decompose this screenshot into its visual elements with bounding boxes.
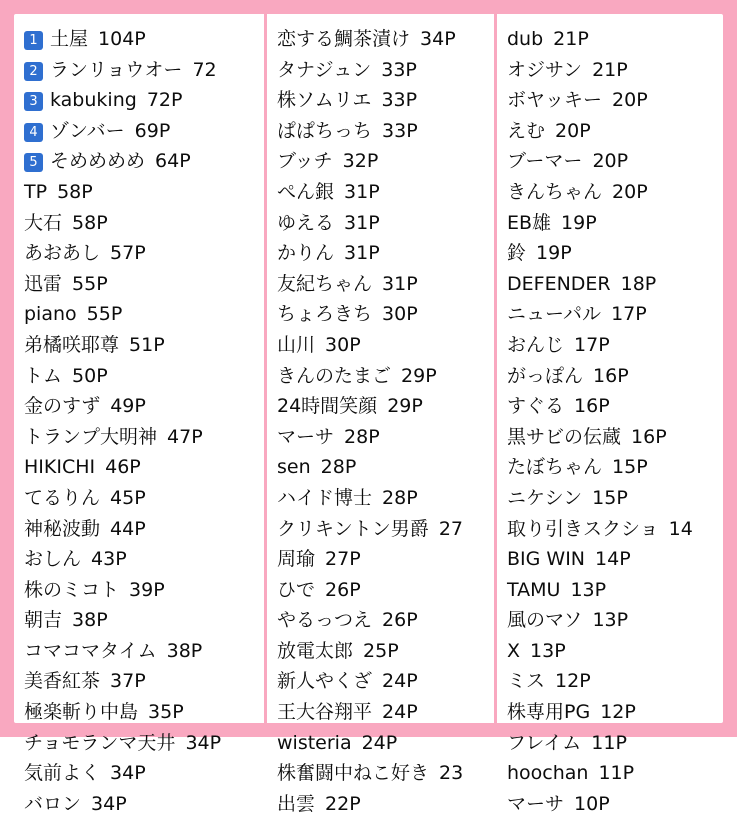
entry-points: 20P [555,119,591,142]
ranking-entry [507,452,714,483]
entry-points: 23 [439,762,464,785]
ranking-column-3 [494,14,720,815]
ranking-columns [14,14,723,815]
ranking-entry [24,697,258,728]
entry-points: 50P [72,364,108,387]
entry-name: すぐる [507,395,565,418]
ranking-entry [507,177,714,208]
entry-name: 土屋 [50,28,89,50]
entry-name: 株ソムリエ [277,89,372,112]
entry-points: 15P [592,486,628,509]
entry-points: 15P [612,456,648,479]
entry-name: オジサン [507,58,583,81]
entry-points: 55P [86,303,123,326]
ranking-entry [24,146,258,177]
entry-points: 31P [382,272,418,295]
ranking-entry [507,514,714,545]
ranking-column-2 [264,14,494,815]
entry-points: 35P [148,701,184,724]
ranking-entry [507,361,714,392]
ranking-entry [507,55,714,86]
entry-name: 朝吉 [24,609,63,632]
entry-name: おしん [24,548,82,571]
ranking-entry [507,208,714,239]
entry-points: 20P [592,150,629,173]
entry-name: きんのたまご [277,364,392,387]
entry-points: 16P [631,425,667,448]
ranking-entry [277,636,488,667]
ranking-entry [277,238,488,269]
ranking-entry [277,24,488,55]
ranking-entry [507,666,714,697]
entry-points: 14P [595,548,631,571]
entry-points: 39P [129,578,165,601]
entry-points: 19P [536,242,572,265]
entry-points: 24P [382,701,418,724]
entry-name: 金のすず [24,395,101,418]
ranking-entry [277,514,488,545]
entry-points: 49P [110,395,146,418]
ranking-entry [277,728,488,759]
entry-points: 29P [387,395,423,418]
entry-points: 47P [167,425,203,448]
ranking-entry [507,330,714,361]
entry-name: HIKICHI [24,456,96,479]
ranking-entry [507,24,714,55]
entry-name: フレイム [507,731,582,754]
entry-points: 33P [382,119,418,142]
entry-points: 14 [668,517,693,540]
ranking-entry [277,666,488,697]
ranking-entry [277,452,488,483]
entry-points: 38P [166,639,203,662]
ranking-entry [507,146,714,177]
entry-name: ぺん銀 [277,180,335,203]
entry-points: 69P [134,119,171,142]
ranking-entry [24,452,258,483]
entry-name: 気前よく [24,762,101,785]
entry-name: たぼちゃん [507,456,603,479]
ranking-entry [277,605,488,636]
entry-name: 山川 [277,333,316,356]
entry-points: 27 [438,517,463,540]
entry-points: 28P [382,486,418,509]
ranking-entry [507,391,714,422]
entry-points: 34P [420,28,456,50]
ranking-entry [277,330,488,361]
ranking-entry [24,85,258,116]
entry-name: クリキントン男爵 [277,517,429,540]
entry-name: 弟橘咲耶尊 [24,333,120,356]
entry-name: ハイド博士 [277,486,373,509]
entry-name: トム [24,364,63,387]
entry-name: 黒サビの伝蔵 [507,425,622,448]
ranking-entry [507,483,714,514]
entry-points: 45P [110,486,146,509]
ranking-entry [24,514,258,545]
entry-points: 20P [612,89,648,112]
entry-points: 33P [381,58,417,81]
entry-points: 33P [381,89,418,112]
entry-name: EB雄 [507,211,552,234]
entry-name: 新人やくざ [277,670,373,693]
ranking-entry [277,361,488,392]
entry-name: ぱぱちっち [277,119,373,142]
ranking-entry [277,422,488,453]
entry-points: 13P [592,609,629,632]
entry-name: ブッチ [277,150,333,173]
ranking-entry [24,24,258,55]
entry-points: 11P [598,762,635,785]
entry-name: てるりん [24,486,101,509]
entry-points: 51P [129,333,165,356]
entry-name: コマコマタイム [24,639,157,662]
entry-name: きんちゃん [507,180,603,203]
entry-points: 37P [110,670,146,693]
entry-name: ちょろきち [277,303,373,326]
ranking-entry [507,238,714,269]
ranking-entry [24,728,258,759]
entry-points: 44P [110,517,146,540]
ranking-entry [507,299,714,330]
ranking-entry [277,85,488,116]
entry-name: piano [24,303,77,326]
ranking-entry [507,789,714,819]
entry-name: BIG WIN [507,548,586,571]
entry-name: かりん [277,242,335,265]
entry-points: 16P [574,395,610,418]
ranking-entry [24,605,258,636]
entry-points: 20P [612,180,648,203]
entry-name: ブーマー [507,150,583,173]
ranking-entry [507,636,714,667]
entry-name: バロン [24,792,82,815]
ranking-entry [507,544,714,575]
entry-points: 21P [592,58,628,81]
entry-points: 38P [72,609,108,632]
rank-badge: 4 [24,123,43,142]
entry-points: 18P [620,272,657,295]
entry-points: 19P [561,211,597,234]
ranking-entry [277,391,488,422]
ranking-entry [277,789,488,819]
ranking-entry [507,575,714,606]
entry-points: 31P [344,242,380,265]
ranking-entry [277,55,488,86]
entry-name: wisteria [277,731,352,754]
entry-name: 王大谷翔平 [277,701,373,724]
ranking-entry [24,238,258,269]
entry-name: えむ [507,119,546,142]
entry-name: TP [24,180,48,203]
entry-points: 29P [401,364,437,387]
ranking-entry [24,55,258,86]
entry-name: DEFENDER [507,272,611,295]
ranking-entry [277,483,488,514]
entry-name: がっぽん [507,364,584,387]
rank-badge: 2 [24,62,43,81]
entry-name: マーサ [277,425,335,448]
entry-points: 43P [91,548,127,571]
entry-points: 17P [611,303,647,326]
ranking-entry [277,758,488,789]
entry-points: 72P [146,89,183,112]
ranking-entry [24,483,258,514]
entry-name: ニケシン [507,486,583,509]
ranking-entry [24,361,258,392]
entry-name: ミス [507,670,546,693]
entry-name: マーサ [507,792,565,815]
ranking-entry [24,666,258,697]
entry-points: 57P [110,242,146,265]
entry-points: 34P [185,731,222,754]
entry-points: 26P [325,578,361,601]
entry-name: あおあし [24,242,101,265]
entry-points: 16P [593,364,629,387]
entry-name: dub [507,28,544,50]
entry-points: 27P [325,548,361,571]
ranking-entry [277,575,488,606]
ranking-entry [277,208,488,239]
entry-name: 出雲 [277,792,316,815]
entry-name: 24時間笑顔 [277,395,378,418]
rank-badge: 5 [24,153,43,172]
entry-points: 30P [382,303,418,326]
ranking-entry [507,758,714,789]
ranking-entry [507,269,714,300]
ranking-column-1 [14,14,264,815]
entry-points: 17P [574,333,610,356]
entry-name: kabuking [50,89,137,112]
entry-name: 取り引きスクショ [507,517,659,540]
ranking-entry [24,208,258,239]
entry-points: 32P [342,150,379,173]
entry-points: 12P [555,670,591,693]
entry-points: 58P [72,211,108,234]
entry-points: 34P [91,792,127,815]
entry-name: TAMU [507,578,561,601]
entry-points: 24P [382,670,418,693]
entry-name: 株奮闘中ねこ好き [277,762,430,785]
entry-name: おんじ [507,333,565,356]
ranking-entry [24,116,258,147]
entry-points: 64P [155,150,191,173]
entry-points: 28P [320,456,357,479]
entry-name: ニューパル [507,303,602,326]
entry-name: 大石 [24,211,63,234]
ranking-entry [277,146,488,177]
entry-name: 放電太郎 [277,639,354,662]
entry-points: 21P [553,28,589,50]
entry-points: 10P [574,792,610,815]
entry-points: 46P [105,456,141,479]
ranking-entry [277,177,488,208]
ranking-entry [507,85,714,116]
ranking-entry [277,269,488,300]
entry-name: 恋する鯛茶漬け [277,28,411,50]
ranking-entry [24,789,258,819]
entry-points: 22P [325,792,361,815]
entry-points: 72 [192,58,217,81]
rank-badge: 3 [24,92,43,111]
ranking-entry [507,605,714,636]
entry-name: 友紀ちゃん [277,272,373,295]
entry-points: 30P [325,333,361,356]
entry-points: 13P [570,578,607,601]
entry-name: 鈴 [507,242,527,265]
entry-name: 風のマソ [507,609,583,632]
ranking-entry [24,544,258,575]
entry-name: X [507,639,521,662]
entry-name: ボヤッキー [507,89,603,112]
ranking-entry [24,636,258,667]
ranking-entry [24,269,258,300]
entry-points: 24P [361,731,398,754]
entry-name: チョモランマ天井 [24,731,176,754]
ranking-entry [24,575,258,606]
ranking-entry [24,758,258,789]
ranking-entry [24,422,258,453]
entry-name: hoochan [507,762,589,785]
entry-points: 11P [591,731,627,754]
ranking-entry [24,391,258,422]
rank-badge: 1 [24,31,43,50]
ranking-entry [24,177,258,208]
entry-points: 26P [382,609,418,632]
entry-name: 極楽斬り中島 [24,701,139,724]
entry-points: 34P [110,762,146,785]
entry-name: ランリョウオー [50,58,183,81]
ranking-entry [507,728,714,759]
entry-points: 28P [344,425,380,448]
entry-name: タナジュン [277,58,372,81]
entry-name: 周瑜 [277,548,316,571]
entry-name: やるっつえ [277,609,373,632]
entry-name: ゾンバー [50,119,125,142]
entry-name: 神秘波動 [24,517,101,540]
entry-name: 株専用PG [507,701,591,724]
ranking-entry [24,299,258,330]
entry-name: ひで [277,578,316,601]
entry-points: 55P [72,272,108,295]
ranking-entry [507,116,714,147]
ranking-entry [277,299,488,330]
entry-name: sen [277,456,311,479]
entry-points: 25P [363,639,399,662]
entry-points: 31P [344,211,380,234]
entry-points: 13P [530,639,566,662]
entry-name: トランプ大明神 [24,425,158,448]
entry-name: 美香紅茶 [24,670,101,693]
entry-name: そめめめめ [50,150,146,173]
entry-points: 12P [600,701,636,724]
entry-points: 58P [57,180,93,203]
ranking-entry [24,330,258,361]
entry-name: 株のミコト [24,578,120,601]
entry-name: ゆえる [277,211,335,234]
ranking-entry [507,422,714,453]
ranking-entry [277,116,488,147]
ranking-entry [277,544,488,575]
ranking-entry [507,697,714,728]
entry-points: 31P [344,180,380,203]
ranking-entry [277,697,488,728]
entry-points: 104P [98,28,146,50]
entry-name: 迅雷 [24,272,63,295]
